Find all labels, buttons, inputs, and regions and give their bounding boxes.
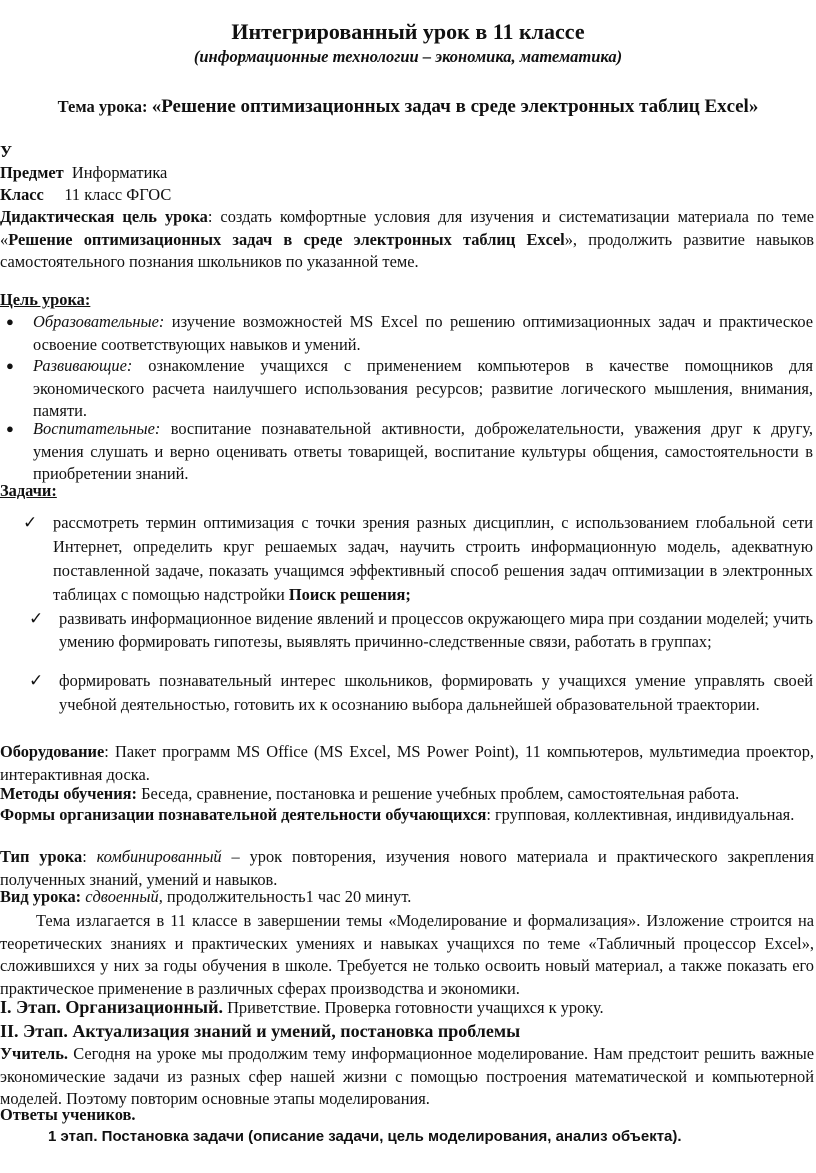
lesson-topic — [0, 96, 816, 119]
tasks-heading: Задачи: — [0, 481, 57, 500]
class-line — [0, 184, 814, 207]
class-label: Класс — [0, 185, 44, 204]
answers-heading: Ответы учеников. — [0, 1105, 136, 1124]
subject-line — [0, 162, 814, 185]
document-title: Интегрированный урок в 11 классе — [231, 19, 585, 44]
bullet-dot-icon: ● — [6, 314, 14, 329]
bullet-dot-icon: ● — [6, 358, 14, 373]
task-item: ✓ развивать информационное видение явлений и процессов окружающего мира при создании моделей; учить умению формировать гипотезы, выявлять причинно-следственные связи, работать в группах; — [29, 609, 813, 651]
teaching-methods: Методы обучения: Беседа, сравнение, постановка и решение учебных проблем, самостоятельная работа. — [0, 784, 740, 803]
subject-label: Предмет — [0, 163, 64, 182]
bullet-dot-icon: ● — [6, 421, 14, 436]
task-item: ✓ формировать познавательный интерес школьников, формировать у учащихся умение управлять своей учебной деятельностью, готовить их к осознанию выбора дальнейшей образовательной траектории. — [29, 671, 813, 714]
checkmark-icon: ✓ — [23, 513, 38, 533]
stage-2: II. Этап. Актуализация знаний и умений, постановка проблемы — [0, 1021, 521, 1041]
subject-value: Информатика — [71, 163, 168, 182]
stray-letter: У — [0, 142, 13, 161]
checkmark-icon: ✓ — [29, 609, 44, 629]
goal-item: ● Образовательные: изучение возможностей MS Excel по решению оптимизационных задач и практическое освоение соответствующих навыков и умений. — [6, 312, 813, 354]
didactic-label: Дидактическая цель урока — [0, 207, 208, 226]
equipment: Оборудование: Пакет программ MS Office (MS Excel, MS Power Point), 11 компьютеров, мультимедиа проектор, интерактивная доска. — [0, 742, 814, 784]
stage-1: I. Этап. Организационный. Приветствие. Проверка готовности учащихся к уроку. — [0, 997, 604, 1017]
goal-item: ● Воспитательные: воспитание познавательной активности, доброжелательности, уважения друг к другу, умения слушать и верно оценивать ответы товарищей, воспитание культуры общения, самостоятельности в приобретении знаний. — [6, 419, 813, 483]
intro-paragraph: Тема излагается в 11 классе в завершении темы «Моделирование и формализация». Изложение строится на теоретических знаниях и практических умениях и навыках учащихся по теме «Табличный процессор Excel», сложившихся у них за годы обучения в школе. Требуется не только освоить новый материал, а также показать его практическое применение в различных сферах производства и экономики. — [0, 911, 814, 998]
topic-value: «Решение оптимизационных задач в среде электронных таблиц Excel» — [151, 96, 759, 117]
modeling-step-1: 1 этап. Постановка задачи (описание задачи, цель моделирования, анализ объекта). — [48, 1128, 682, 1145]
document-subtitle: (информационные технологии – экономика, математика) — [193, 47, 623, 66]
teacher-speech: Учитель. Сегодня на уроке мы продолжим тему информационное моделирование. Нам предстоит решить важные экономические задачи из разных сфер нашей жизни с помощью построения математической и компьютерной моделей. Поэтому повторим основные этапы моделирования. — [0, 1044, 814, 1108]
task-item: ✓ рассмотреть термин оптимизация с точки зрения разных дисциплин, с использованием глобальной сети Интернет, определить круг решаемых задач, научить строить информационную модель, адекватную поставленной задаче, показать учащимся эффективный способ решения задач оптимизации в электронных таблицах с помощью надстройки Поиск решения; — [23, 513, 813, 604]
lesson-kind: Вид урока: сдвоенный, продолжительность1 час 20 минут. — [0, 887, 412, 906]
class-value: 11 класс ФГОС — [64, 185, 172, 204]
goal-item: ● Развивающие: ознакомление учащихся с применением компьютеров в качестве помощников для экономического расчета наилучшего использования ресурсов; развитие логического мышления, внимания, памяти. — [6, 356, 813, 420]
goals-heading: Цель урока: — [0, 290, 91, 309]
didactic-goal: Дидактическая цель урока: создать комфортные условия для изучения и систематизации материала по теме «Решение оптимизационных задач в среде электронных таблиц Excel», продолжить развитие навыков самостоятельного познания школьников по указанной теме. — [0, 207, 814, 271]
lesson-type: Тип урока: комбинированный – урок повторения, изучения нового материала и практического закрепления полученных знаний, умений и навыков. — [0, 847, 814, 889]
topic-label: Тема урока: — [57, 97, 148, 116]
activity-forms: Формы организации познавательной деятельности обучающихся: групповая, коллективная, индивидуальная. — [0, 805, 795, 824]
checkmark-icon: ✓ — [29, 671, 44, 691]
